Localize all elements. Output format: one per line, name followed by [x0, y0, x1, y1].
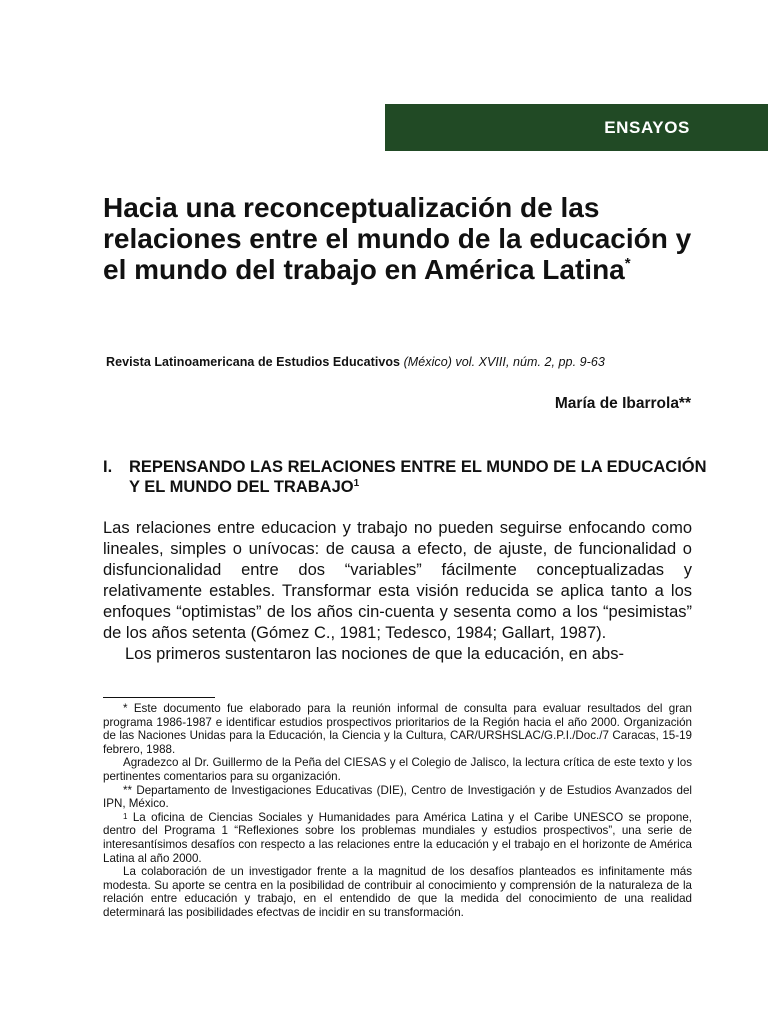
section-number: I. — [103, 458, 113, 476]
section-heading-text: REPENSANDO LAS RELACIONES ENTRE EL MUNDO DE LA EDUCACIÓN Y EL MUNDO DEL TRABAJO — [129, 458, 707, 496]
author-name: María de Ibarrola** — [554, 395, 691, 412]
footnotes — [103, 702, 692, 920]
footnote-1-marker: 1 — [123, 811, 128, 821]
article-title — [103, 192, 703, 285]
section-banner — [385, 104, 768, 151]
body-paragraph-1: Las relaciones entre educacion y trabajo no pueden seguirse enfocando como lineales, simples o unívocas: de causa a efecto, de ajuste, de funcionalidad o disfuncionalidad entre dos “variables” fácilmente conceptualizadas y relativamente estables. Transformar esta visión reducida se aplica tanto a los enfoques “optimistas” de los años cin-cuenta y sesenta como a los “pesimistas” de los años setenta (Gómez C., 1981; Tedesco, 1984; Gallart, 1987). — [103, 519, 692, 642]
footnote-thanks: Agradezco al Dr. Guillermo de la Peña del CIESAS y el Colegio de Jalisco, la lectura crítica de este texto y los pertinentes comentarios para su organización. — [103, 756, 692, 783]
section-heading-text-wrap — [129, 457, 709, 497]
footnote-divider — [103, 697, 215, 698]
article-title-text: Hacia una reconceptualización de las relaciones entre el mundo de la educación y el mundo del trabajo en América Latina — [103, 192, 692, 285]
journal-details: (México) vol. XVIII, núm. 2, pp. 9-63 — [403, 355, 605, 369]
body-paragraph-2: Los primeros sustentaron las nociones de que la educación, en abs- — [125, 645, 624, 663]
section-footnote-marker[interactable]: 1 — [353, 478, 360, 489]
journal-name: Revista Latinoamericana de Estudios Educativos — [106, 355, 401, 369]
body-text — [103, 518, 692, 665]
footnote-double-star: ** Departamento de Investigaciones Educativas (DIE), Centro de Investigación y de Estudios Avanzados del IPN, México. — [103, 783, 692, 811]
journal-citation — [106, 355, 696, 369]
footnote-1-text: La oficina de Ciencias Sociales y Humanidades para América Latina y el Caribe UNESCO se propone, dentro del Programa 1 “Reflexiones sobre los problemas mundiales y estudios prospectivos”, una serie de interesantísimos desafíos con respecto a las relaciones entre la educación y el trabajo en el horizonte de América Latina al año 2000. — [103, 810, 692, 865]
footnote-star: * Este documento fue elaborado para la reunión informal de consulta para evaluar resultados del gran programa 1986-1987 e identificar estudios prospectivos prioritarios de la Región hacia el año 2000. Organización de las Naciones Unidas para la Educación, la Ciencia y la Cultura, CAR/URSHSLAC/G.P.I./Doc./7 Caracas, 15-19 febrero, 1988. — [103, 702, 692, 756]
title-footnote-marker[interactable]: * — [624, 255, 631, 272]
footnote-1-continued: La colaboración de un investigador frente a la magnitud de los desafíos planteados es infinitamente más modesta. Su aporte se centra en la posibilidad de contribuir al conocimiento y comprensión de la naturaleza de la relación entre educación y trabajo, en el entendido de que la medida del conocimiento de una realidad determinará las posibilidades efectvas de incidir en su transformación. — [103, 865, 692, 919]
footnote-1 — [103, 811, 692, 865]
section-banner-label: ENSAYOS — [604, 117, 690, 137]
